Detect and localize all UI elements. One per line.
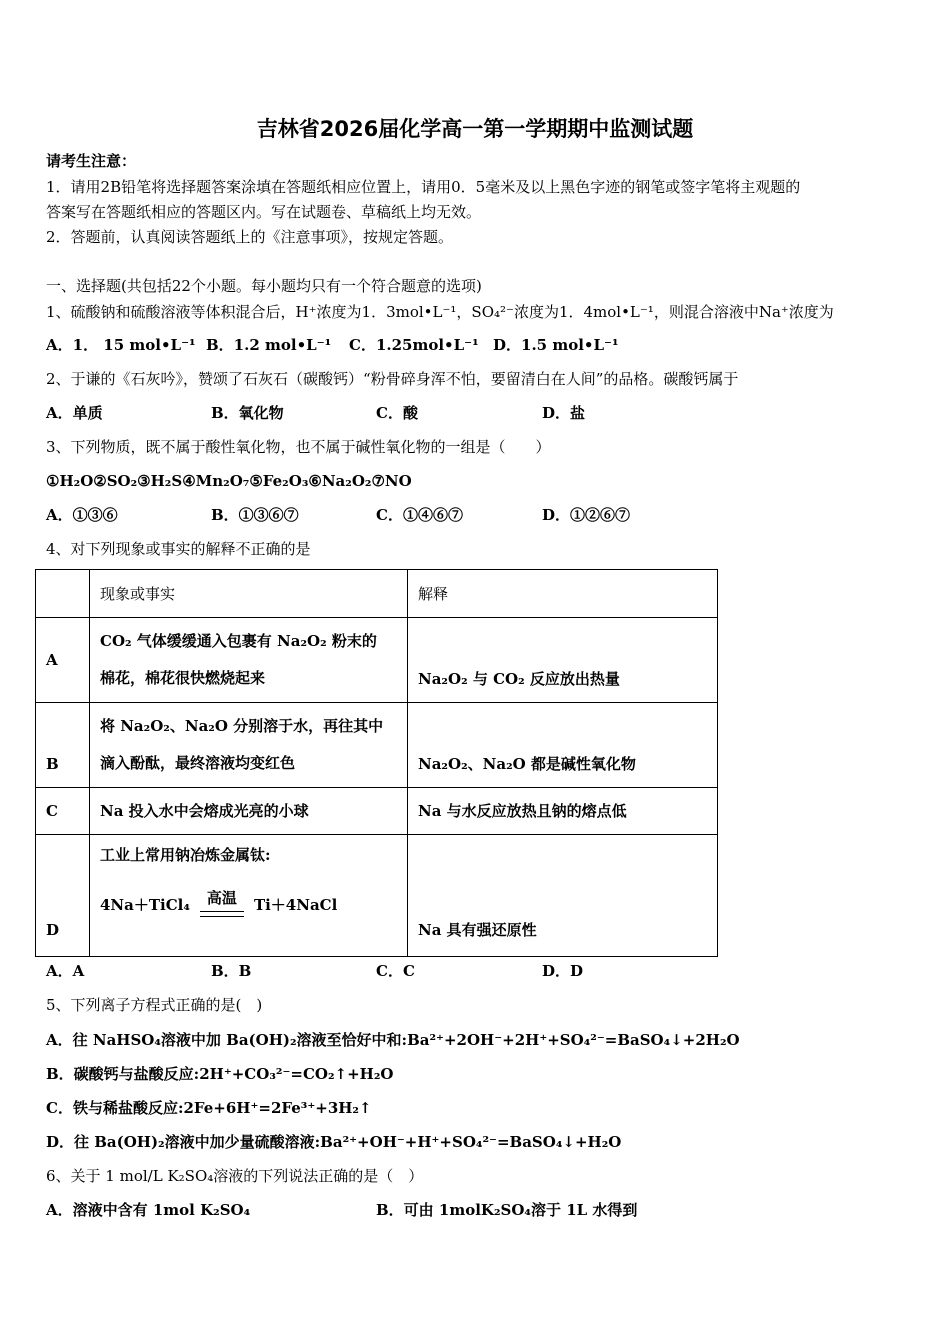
row-fact: Na 投入水中会熔成光亮的小球 bbox=[90, 788, 408, 835]
row-label: D bbox=[36, 835, 90, 957]
row-fact bbox=[90, 703, 408, 788]
question-4-option-a[interactable]: A．A bbox=[46, 962, 85, 980]
table-header-row bbox=[36, 570, 718, 618]
section-heading: 一、选择题(共包括22个小题。每小题均只有一个符合题意的选项) bbox=[46, 277, 482, 295]
table-header-explain: 解释 bbox=[408, 570, 718, 618]
question-1-option-d[interactable]: D．1.5 mol•L⁻¹ bbox=[493, 336, 619, 354]
row-fact bbox=[90, 835, 408, 957]
table-row bbox=[36, 788, 718, 835]
question-3-stem: 3、下列物质，既不属于酸性氧化物，也不属于碱性氧化物的一组是（ ） bbox=[46, 438, 551, 456]
row-fact-line-1: 将 Na₂O₂、Na₂O 分别溶于水，再往其中 bbox=[100, 717, 384, 735]
question-2-stem: 2、于谦的《石灰吟》，赞颂了石灰石（碳酸钙）“粉骨碎身浑不怕，要留清白在人间”的品格。碳酸钙属于 bbox=[46, 370, 739, 388]
notice-heading: 请考生注意： bbox=[46, 152, 137, 170]
question-3-option-a[interactable]: A．①③⑥ bbox=[46, 506, 118, 524]
row-fact-line-2: 滴入酚酞，最终溶液均变红色 bbox=[100, 754, 296, 772]
table-header-label bbox=[36, 570, 90, 618]
question-4-option-c[interactable]: C．C bbox=[376, 962, 415, 980]
equation-products: Ti＋4NaCl bbox=[253, 896, 338, 914]
reaction-condition: 高温 bbox=[206, 889, 237, 907]
row-explain: Na₂O₂ 与 CO₂ 反应放出热量 bbox=[408, 618, 718, 703]
question-1-option-c[interactable]: C．1.25mol•L⁻¹ bbox=[349, 336, 479, 354]
question-1-option-b[interactable]: B．1.2 mol•L⁻¹ bbox=[206, 336, 332, 354]
question-1-option-a[interactable]: A．1． 15 mol•L⁻¹ bbox=[46, 336, 196, 354]
question-5-option-c[interactable]: C．铁与稀盐酸反应:2Fe+6H⁺=2Fe³⁺+3H₂↑ bbox=[46, 1099, 372, 1117]
question-5-option-b[interactable]: B．碳酸钙与盐酸反应:2H⁺+CO₃²⁻=CO₂↑+H₂O bbox=[46, 1065, 394, 1083]
question-6-option-b[interactable]: B．可由 1molK₂SO₄溶于 1L 水得到 bbox=[376, 1201, 638, 1219]
row-fact-line-1: CO₂ 气体缓缓通入包裹有 Na₂O₂ 粉末的 bbox=[100, 632, 377, 650]
question-1-stem: 1、硫酸钠和硫酸溶液等体积混合后，H⁺浓度为1．3mol•L⁻¹，SO₄²⁻浓度为1．4mol•L⁻¹，则混合溶液中Na⁺浓度为 bbox=[46, 303, 834, 321]
row-label: B bbox=[36, 703, 90, 788]
row-fact-line-1: 工业上常用钠冶炼金属钛: bbox=[100, 846, 271, 864]
notice-item-1-line-2: 答案写在答题纸相应的答题区内。写在试题卷、草稿纸上均无效。 bbox=[46, 203, 482, 221]
table-row bbox=[36, 703, 718, 788]
page-title: 吉林省2026届化学高一第一学期期中监测试题 bbox=[256, 117, 694, 141]
question-2-option-b[interactable]: B．氧化物 bbox=[211, 404, 284, 422]
question-4-option-b[interactable]: B．B bbox=[211, 962, 252, 980]
table-row bbox=[36, 618, 718, 703]
question-4-option-d[interactable]: D．D bbox=[542, 962, 584, 980]
table-header-fact: 现象或事实 bbox=[90, 570, 408, 618]
question-6-stem: 6、关于 1 mol/L K₂SO₄溶液的下列说法正确的是（ ） bbox=[46, 1167, 424, 1185]
row-explain: Na 具有强还原性 bbox=[408, 835, 718, 957]
question-4-table bbox=[35, 569, 718, 957]
notice-item-2: 2．答题前，认真阅读答题纸上的《注意事项》，按规定答题。 bbox=[46, 228, 454, 246]
notice-item-1-line-1: 1．请用2B铅笔将选择题答案涂填在答题纸相应位置上，请用0．5毫米及以上黑色字迹的钢笔或签字笔将主观题的 bbox=[46, 178, 801, 196]
row-explain: Na₂O₂、Na₂O 都是碱性氧化物 bbox=[408, 703, 718, 788]
question-5-stem: 5、下列离子方程式正确的是( ) bbox=[46, 996, 263, 1014]
reaction-equation bbox=[100, 891, 397, 921]
question-2-option-a[interactable]: A．单质 bbox=[46, 404, 103, 422]
row-label: C bbox=[36, 788, 90, 835]
row-label: A bbox=[36, 618, 90, 703]
question-5-option-d[interactable]: D．往 Ba(OH)₂溶液中加少量硫酸溶液:Ba²⁺+OH⁻+H⁺+SO₄²⁻=BaSO₄↓+H₂O bbox=[46, 1133, 622, 1151]
question-5-option-a[interactable]: A．往 NaHSO₄溶液中加 Ba(OH)₂溶液至恰好中和:Ba²⁺+2OH⁻+2H⁺+SO₄²⁻=BaSO₄↓+2H₂O bbox=[46, 1031, 740, 1049]
row-fact-line-2: 棉花，棉花很快燃烧起来 bbox=[100, 669, 266, 687]
equation-reactants: 4Na＋TiCl₄ bbox=[100, 896, 190, 914]
question-3-option-c[interactable]: C．①④⑥⑦ bbox=[376, 506, 463, 524]
table-row bbox=[36, 835, 718, 957]
question-6-option-a[interactable]: A．溶液中含有 1mol K₂SO₄ bbox=[46, 1201, 251, 1219]
question-3-items: ①H₂O②SO₂③H₂S④Mn₂O₇⑤Fe₂O₃⑥Na₂O₂⑦NO bbox=[46, 472, 412, 490]
question-3-option-b[interactable]: B．①③⑥⑦ bbox=[211, 506, 299, 524]
question-3-option-d[interactable]: D．①②⑥⑦ bbox=[542, 506, 631, 524]
question-2-option-d[interactable]: D．盐 bbox=[542, 404, 586, 422]
question-4-stem: 4、对下列现象或事实的解释不正确的是 bbox=[46, 540, 311, 558]
row-fact bbox=[90, 618, 408, 703]
reaction-condition-mark bbox=[198, 891, 246, 921]
row-explain: Na 与水反应放热且钠的熔点低 bbox=[408, 788, 718, 835]
question-2-option-c[interactable]: C．酸 bbox=[376, 404, 418, 422]
